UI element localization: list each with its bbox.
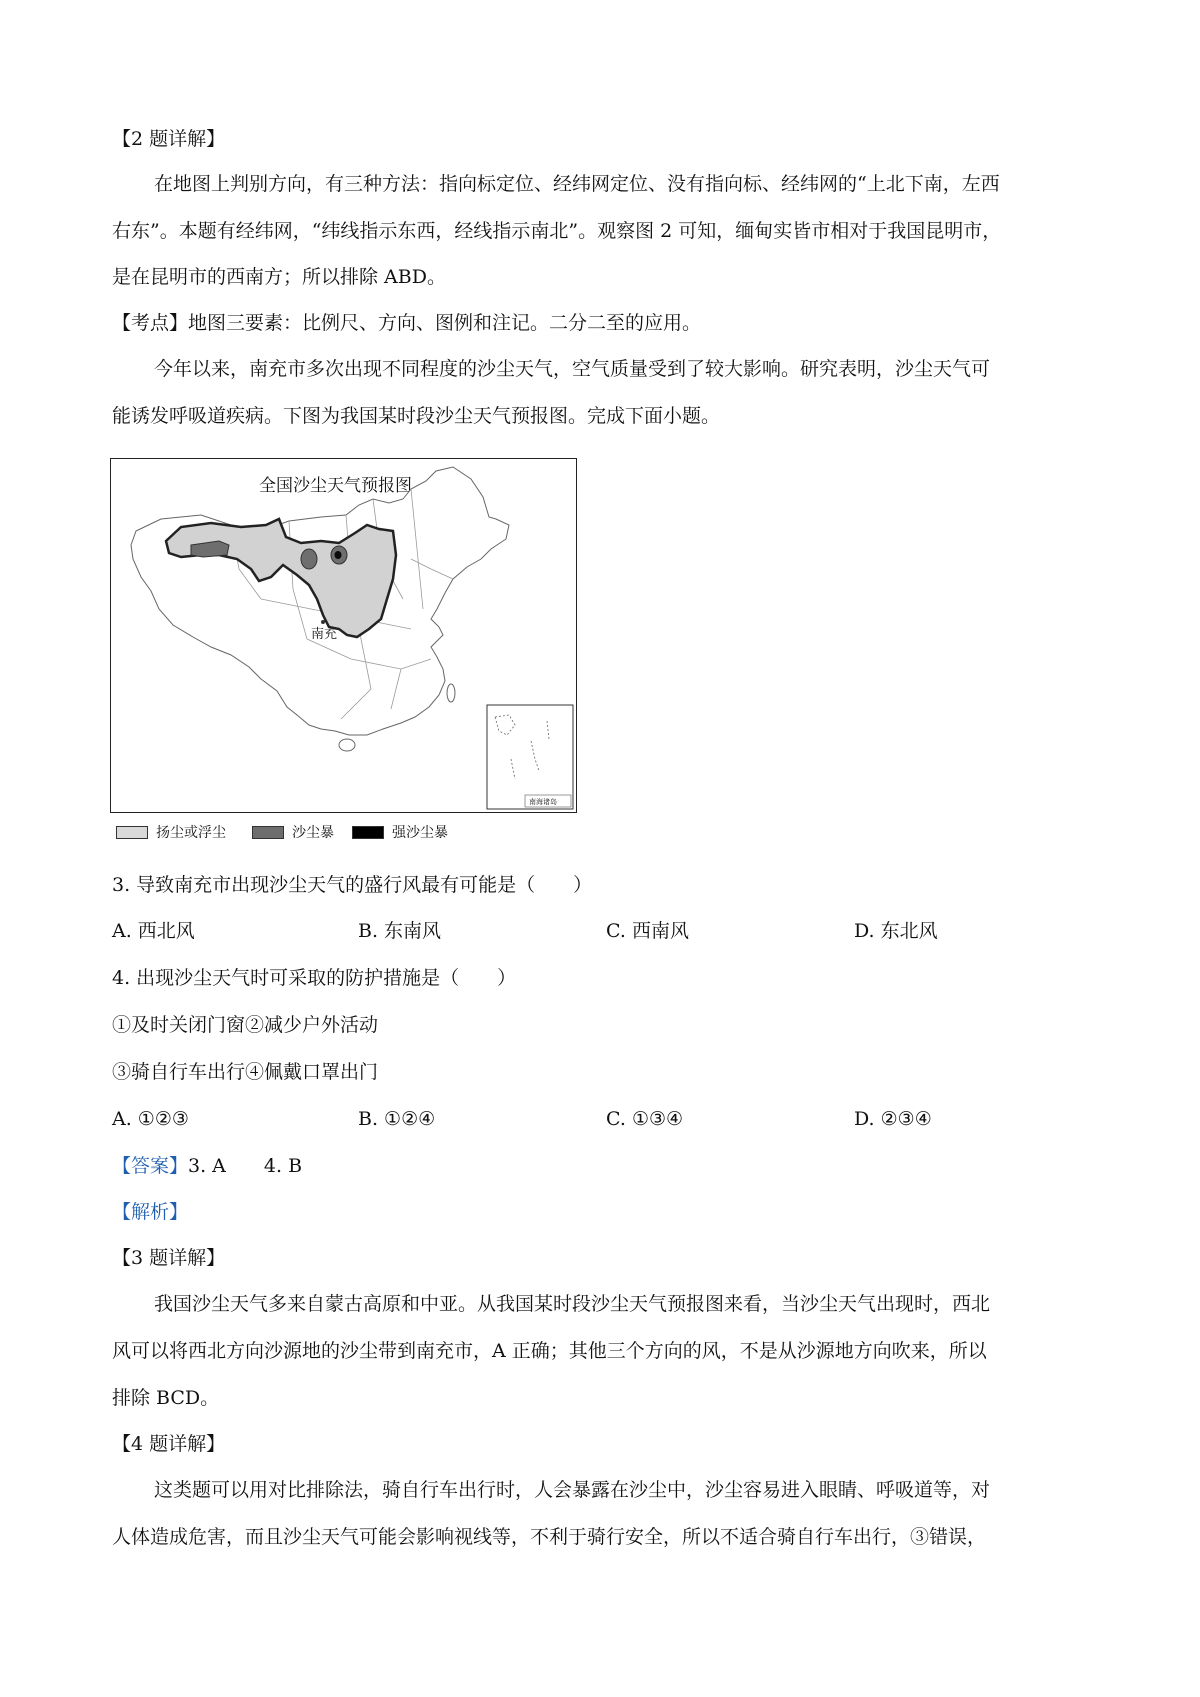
section3-line3: 排除 BCD。 <box>112 1387 220 1409</box>
q3-stem: 3. 导致南充市出现沙尘天气的盛行风最有可能是（ ） <box>112 874 593 896</box>
china-map-svg <box>111 459 576 812</box>
legend-swatch <box>252 826 284 839</box>
map-title: 全国沙尘天气预报图 <box>259 476 412 496</box>
jiexi-heading: 【解析】 <box>112 1201 189 1223</box>
q3-option-c[interactable]: C. 西南风 <box>606 920 689 942</box>
answer-text: 3. A 4. B <box>188 1155 303 1177</box>
legend-swatch <box>116 826 148 839</box>
legend-swatch <box>352 826 384 839</box>
q4-statements-2: ③骑自行车出行④佩戴口罩出门 <box>112 1061 379 1083</box>
legend-item-floating-dust <box>116 822 226 842</box>
legend-label: 扬尘或浮尘 <box>156 825 226 841</box>
q4-option-a[interactable]: A. ①②③ <box>112 1108 189 1130</box>
answer-line <box>112 1153 302 1179</box>
section2-para-line1: 在地图上判别方向，有三种方法：指向标定位、经纬网定位、没有指向标、经纬网的“上北下南，左西 <box>154 173 1000 195</box>
section3-line2: 风可以将西北方向沙源地的沙尘带到南充市，A 正确；其他三个方向的风，不是从沙源地方向吹来，所以 <box>112 1340 987 1362</box>
kaodian-line: 【考点】地图三要素：比例尺、方向、图例和注记。二分二至的应用。 <box>112 312 702 334</box>
intro-line2: 能诱发呼吸道疾病。下图为我国某时段沙尘天气预报图。完成下面小题。 <box>112 405 721 427</box>
dust-forecast-map <box>110 458 577 813</box>
sandstorm-area-2 <box>301 549 317 569</box>
q4-stem: 4. 出现沙尘天气时可采取的防护措施是（ ） <box>112 967 517 989</box>
inset-label: 南海诸岛 <box>529 798 557 806</box>
section3-heading: 【3 题详解】 <box>112 1247 226 1269</box>
q4-option-c[interactable]: C. ①③④ <box>606 1108 684 1130</box>
section2-para-line2: 右东”。本题有经纬网，“纬线指示东西，经线指示南北”。观察图 2 可知，缅甸实皆市相对于我国昆明市， <box>112 220 1002 242</box>
legend-item-sandstorm <box>252 822 334 842</box>
q4-option-b[interactable]: B. ①②④ <box>358 1108 436 1130</box>
section4-heading: 【4 题详解】 <box>112 1433 226 1455</box>
section4-line1: 这类题可以用对比排除法，骑自行车出行时，人会暴露在沙尘中，沙尘容易进入眼睛、呼吸道等，对 <box>154 1479 991 1501</box>
strong-sandstorm-area <box>335 551 342 559</box>
q3-option-d[interactable]: D. 东北风 <box>854 920 938 942</box>
legend-label: 沙尘暴 <box>292 825 334 841</box>
q3-option-a[interactable]: A. 西北风 <box>112 920 195 942</box>
q3-option-b[interactable]: B. 东南风 <box>358 920 442 942</box>
hainan-island <box>339 739 355 751</box>
answer-tag: 【答案】 <box>112 1155 189 1177</box>
nanchong-label: 南充 <box>311 627 338 642</box>
q4-statements-1: ①及时关闭门窗②减少户外活动 <box>112 1014 379 1036</box>
section3-line1: 我国沙尘天气多来自蒙古高原和中亚。从我国某时段沙尘天气预报图来看，当沙尘天气出现时，西北 <box>154 1293 991 1315</box>
intro-line1: 今年以来，南充市多次出现不同程度的沙尘天气，空气质量受到了较大影响。研究表明，沙尘天气可 <box>154 358 991 380</box>
q4-option-d[interactable]: D. ②③④ <box>854 1108 932 1130</box>
section2-heading: 【2 题详解】 <box>112 128 226 150</box>
section4-line2: 人体造成危害，而且沙尘天气可能会影响视线等，不利于骑行安全，所以不适合骑自行车出行，③错误， <box>112 1526 987 1548</box>
south-sea-inset <box>487 705 573 809</box>
legend-label: 强沙尘暴 <box>392 825 448 841</box>
taiwan-island <box>447 684 455 702</box>
legend-item-strong-sandstorm <box>352 822 448 842</box>
section2-para-line3: 是在昆明市的西南方；所以排除 ABD。 <box>112 266 446 288</box>
